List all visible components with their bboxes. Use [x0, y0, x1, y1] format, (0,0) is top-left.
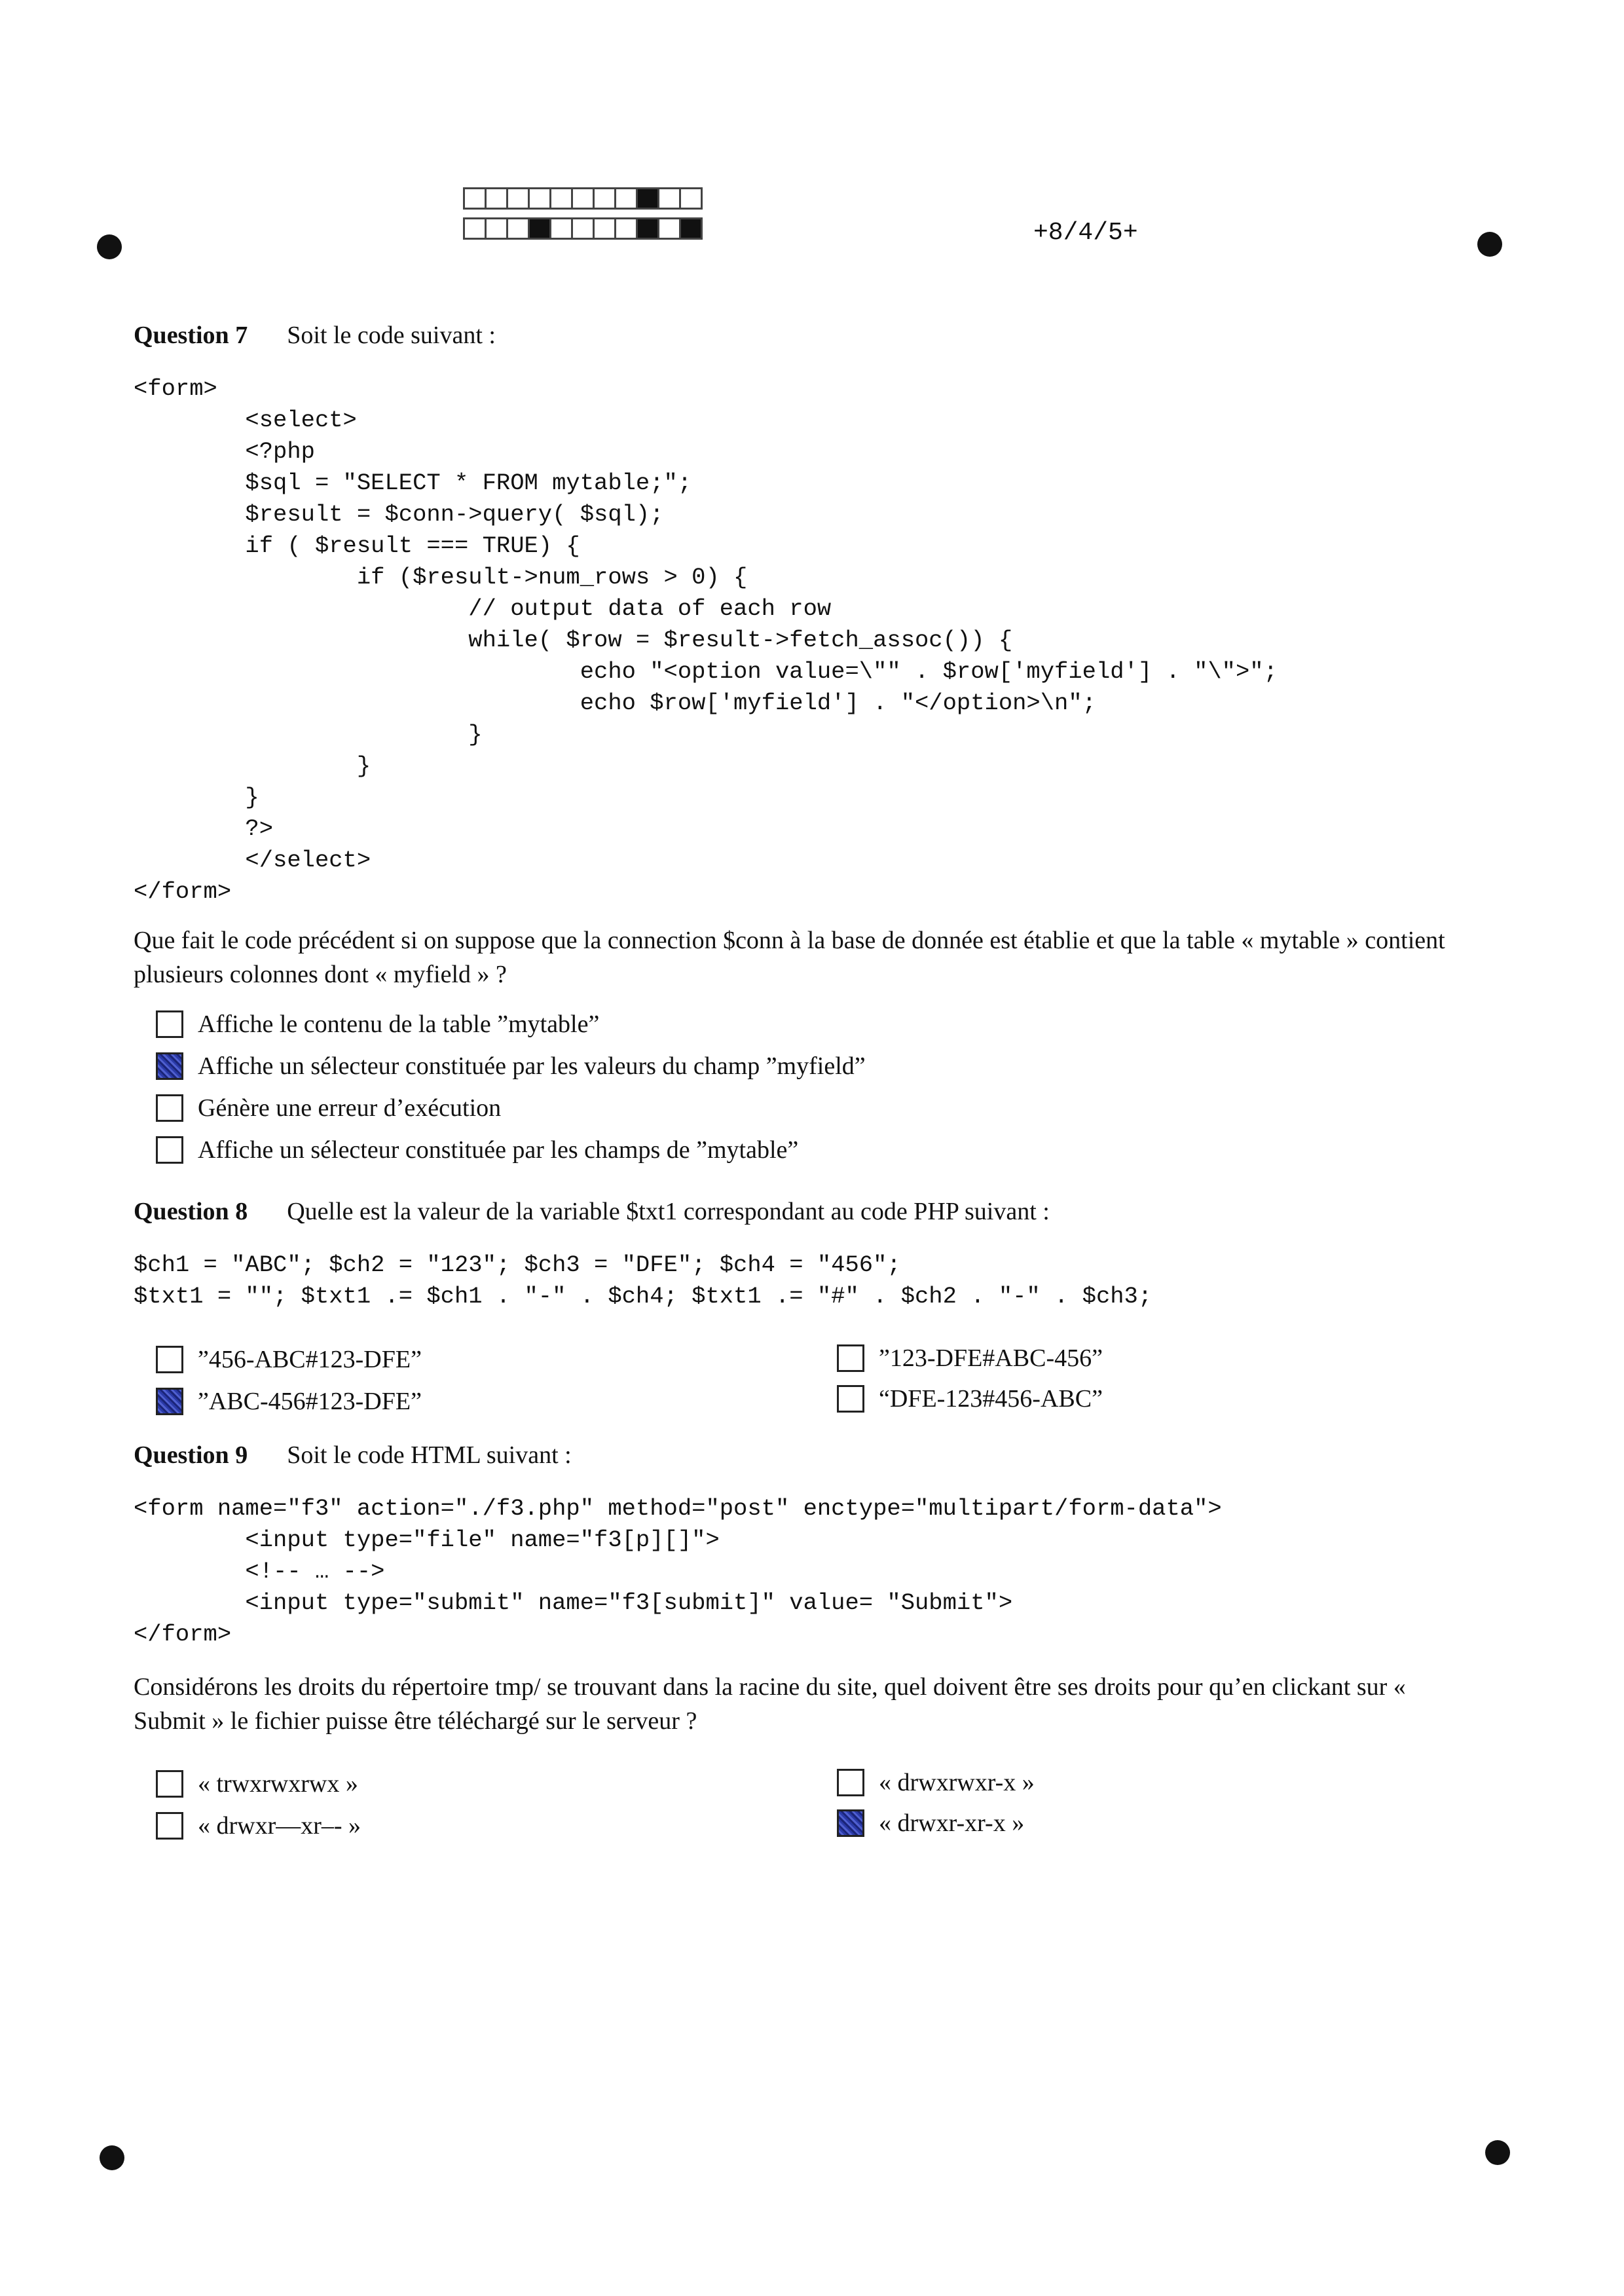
question-label: Question 8 [134, 1198, 248, 1225]
id-grid-cell [506, 187, 530, 210]
page-code: +8/4/5+ [1033, 219, 1138, 247]
answer-checkbox[interactable] [837, 1809, 864, 1837]
id-grid-cell [528, 217, 551, 240]
answer-checkbox[interactable] [156, 1094, 183, 1122]
answer-option[interactable] [156, 1094, 501, 1122]
answer-checkbox[interactable] [156, 1812, 183, 1840]
answer-option[interactable] [837, 1768, 1035, 1797]
id-grid-cell [463, 187, 487, 210]
id-grid-cell [657, 217, 681, 240]
id-grid-cell [571, 187, 595, 210]
id-grid-cell [549, 217, 573, 240]
answer-option[interactable] [837, 1384, 1103, 1413]
registration-mark-bottom-right [1485, 2140, 1510, 2165]
id-grid-cell [593, 217, 616, 240]
id-grid-cell [571, 217, 595, 240]
answer-checkbox[interactable] [837, 1385, 864, 1413]
id-grid-cell [636, 217, 659, 240]
id-grid-cell [679, 187, 703, 210]
answer-option[interactable] [837, 1809, 1024, 1838]
registration-mark-top-left [97, 234, 122, 259]
question-9-heading [134, 1441, 572, 1470]
id-grid-cell [657, 187, 681, 210]
answer-label: « drwxrwxr-x » [879, 1769, 1035, 1796]
id-grid-cell [549, 187, 573, 210]
question-8-code: $ch1 = "ABC"; $ch2 = "123"; $ch3 = "DFE"; $ch4 = "456"; $txt1 = ""; $txt1 .= $ch1 . "-" . $ch4; $txt1 .= "#" . $ch2 . "-" . $ch3; [134, 1251, 1153, 1310]
question-prompt: Soit le code suivant : [287, 322, 496, 349]
answer-checkbox[interactable] [156, 1136, 183, 1164]
answer-label: ”123-DFE#ABC-456” [879, 1344, 1103, 1372]
answer-checkbox[interactable] [156, 1346, 183, 1373]
answer-option[interactable] [156, 1345, 422, 1374]
id-grid-cell [485, 187, 508, 210]
id-grid-cell [506, 217, 530, 240]
id-grid-cell [679, 217, 703, 240]
question-label: Question 9 [134, 1441, 248, 1469]
answer-option[interactable] [156, 1387, 422, 1416]
answer-label: Génère une erreur d’exécution [198, 1094, 502, 1122]
question-8-heading [134, 1197, 1050, 1226]
id-grid-row-2 [463, 217, 701, 240]
answer-label: « drwxr—xr–- » [198, 1812, 361, 1840]
id-grid-cell [593, 187, 616, 210]
answer-label: « trwxrwxrwx » [198, 1770, 358, 1798]
answer-option[interactable] [156, 1052, 866, 1081]
answer-checkbox[interactable] [156, 1388, 183, 1415]
answer-checkbox[interactable] [156, 1052, 183, 1080]
answer-checkbox[interactable] [156, 1770, 183, 1798]
answer-label: Affiche le contenu de la table ”mytable” [198, 1010, 600, 1038]
question-7-text: Que fait le code précédent si on suppose que la connection $conn à la base de donnée est établie et que la table « mytable » contient plusieurs colonnes dont « myfield » ? [134, 927, 1445, 988]
answer-label: ”ABC-456#123-DFE” [198, 1388, 422, 1415]
answer-option[interactable] [156, 1010, 599, 1039]
registration-mark-top-right [1477, 232, 1502, 257]
answer-option[interactable] [837, 1344, 1103, 1373]
id-grid-cell [636, 187, 659, 210]
registration-mark-bottom-left [100, 2145, 124, 2170]
answer-checkbox[interactable] [837, 1344, 864, 1372]
id-grid-cell [614, 187, 638, 210]
question-prompt: Soit le code HTML suivant : [287, 1441, 572, 1469]
answer-label: “DFE-123#456-ABC” [879, 1385, 1103, 1413]
question-7-heading [134, 321, 496, 350]
answer-option[interactable] [156, 1811, 361, 1840]
id-grid-cell [528, 187, 551, 210]
answer-label: ”456-ABC#123-DFE” [198, 1346, 422, 1373]
question-7-code: <form> <select> <?php $sql = "SELECT * FROM mytable;"; $result = $conn->query( $sql); if ( $result === TRUE) { if ($result->num_rows > 0) { // output data of each row while( $row = $result->fetch_assoc()) { echo "<option value=\"" . $row['myfield'] . "\">"; echo $row['myfield'] . "</option>\n"; } } } ?> </select> </form> [134, 375, 1278, 905]
answer-option[interactable] [156, 1136, 798, 1164]
answer-checkbox[interactable] [156, 1010, 183, 1038]
id-grid-cell [614, 217, 638, 240]
question-prompt: Quelle est la valeur de la variable $txt1 correspondant au code PHP suivant : [287, 1198, 1050, 1225]
answer-label: Affiche un sélecteur constituée par les valeurs du champ ”myfield” [198, 1052, 866, 1080]
answer-checkbox[interactable] [837, 1769, 864, 1796]
answer-label: Affiche un sélecteur constituée par les champs de ”mytable” [198, 1136, 799, 1164]
id-grid-cell [485, 217, 508, 240]
question-9-text: Considérons les droits du répertoire tmp/ se trouvant dans la racine du site, quel doivent être ses droits pour qu’en clickant sur « Submit » le fichier puisse être téléchargé sur le serveur ? [134, 1673, 1406, 1735]
id-grid-cell [463, 217, 487, 240]
answer-label: « drwxr-xr-x » [879, 1809, 1025, 1837]
question-label: Question 7 [134, 322, 248, 349]
answer-option[interactable] [156, 1769, 358, 1798]
id-grid-row-1 [463, 187, 701, 210]
question-9-code: <form name="f3" action="./f3.php" method="post" enctype="multipart/form-data"> <input type="file" name="f3[p][]"> <!-- … --> <input type="submit" name="f3[submit]" value= "Submit"> </form> [134, 1495, 1222, 1648]
